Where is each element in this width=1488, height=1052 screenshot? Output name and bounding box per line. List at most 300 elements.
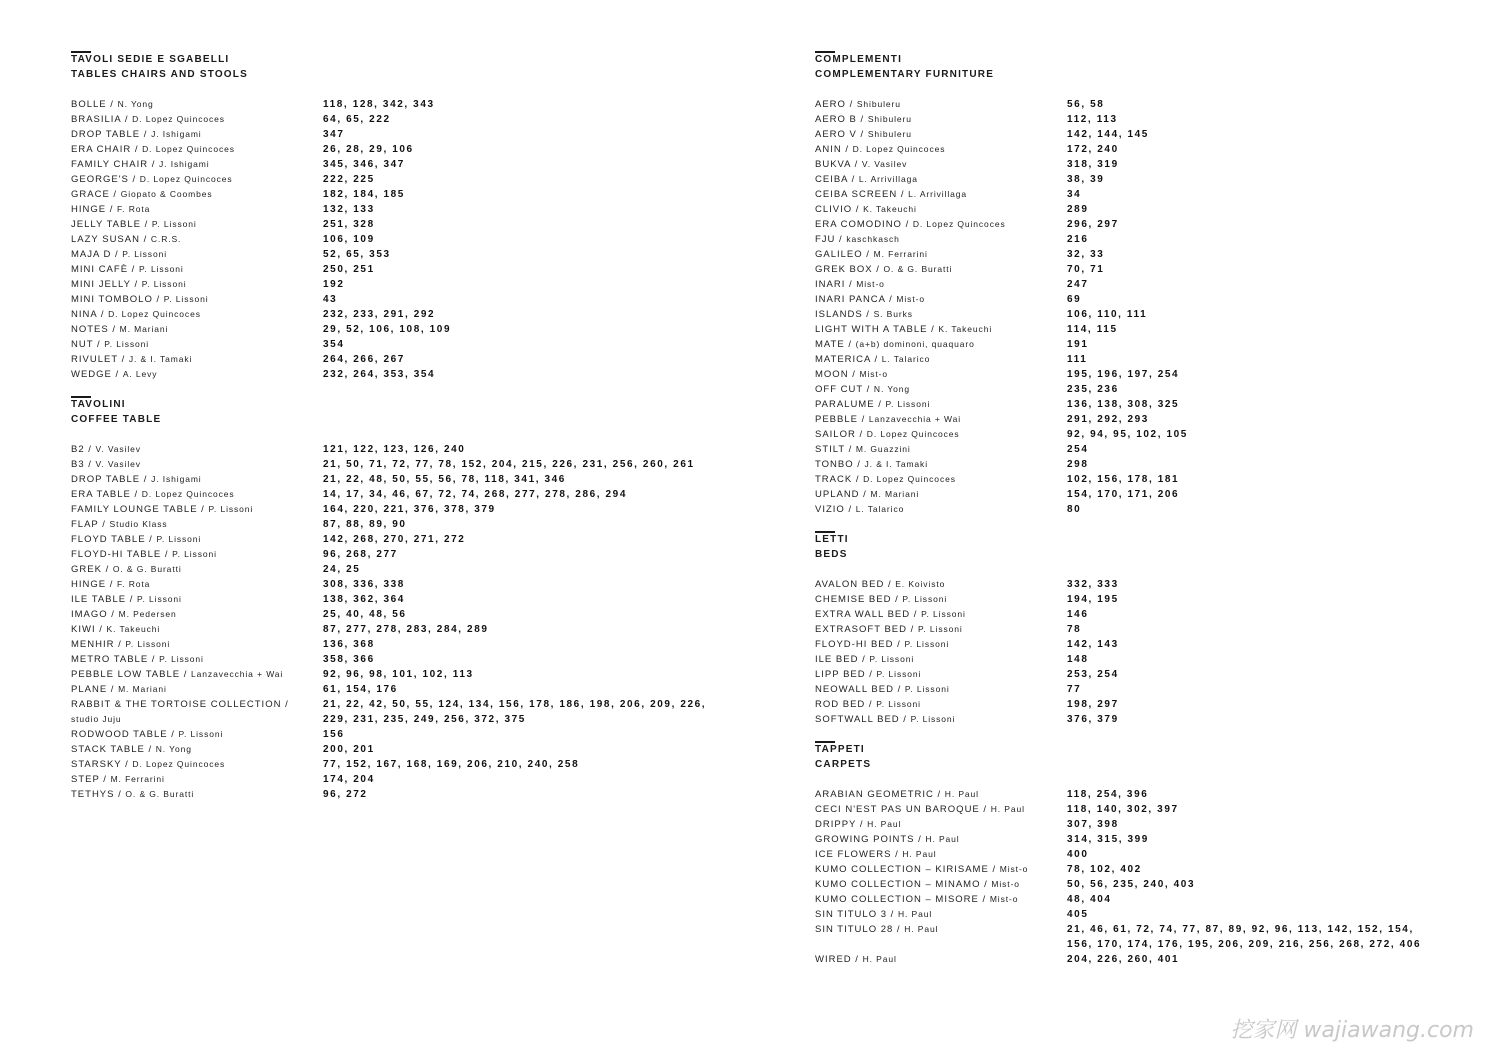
product-title: GEORGE'S [71, 174, 129, 185]
product-name: ERA TABLE / D. Lopez Quincoces [71, 489, 235, 500]
page-numbers: 69 [1067, 294, 1082, 305]
designer-name: V. Vasilev [95, 459, 141, 469]
product-title: WIRED [815, 954, 852, 965]
product-title: AVALON BED [815, 579, 885, 590]
product-name: FAMILY LOUNGE TABLE / P. Lissoni [71, 504, 254, 515]
page-numbers: 142, 268, 270, 271, 272 [323, 534, 466, 545]
page-numbers: 96, 268, 277 [323, 549, 398, 560]
designer-name: P. Lissoni [159, 654, 204, 664]
index-entry [71, 232, 761, 247]
product-name: ERA COMODINO / D. Lopez Quincoces [815, 219, 1006, 230]
page-numbers: 289 [1067, 204, 1089, 215]
index-entry [815, 457, 1455, 472]
designer-name: L. Talarico [855, 504, 905, 514]
product-title: STARSKY [71, 759, 122, 770]
page-numbers: 192 [323, 279, 345, 290]
designer-name: P. Lissoni [172, 549, 217, 559]
page-numbers: 43 [323, 294, 338, 305]
page-numbers: 154, 170, 171, 206 [1067, 489, 1180, 500]
product-name: ANIN / D. Lopez Quincoces [815, 144, 946, 155]
product-name: MATERICA / L. Talarico [815, 354, 931, 365]
index-entry [815, 292, 1455, 307]
index-entry [71, 97, 761, 112]
index-entry [815, 307, 1455, 322]
product-title: AERO B [815, 114, 857, 125]
index-entry [815, 97, 1455, 112]
product-title: OFF CUT [815, 384, 863, 395]
section-title: TAVOLINI [71, 399, 126, 410]
index-entry [71, 247, 761, 262]
page-numbers: 200, 201 [323, 744, 375, 755]
page-numbers: 229, 231, 235, 249, 256, 372, 375 [323, 714, 526, 725]
index-entry [815, 157, 1455, 172]
index-entry [815, 472, 1455, 487]
designer-name: P. Lissoni [138, 264, 184, 274]
product-name: ISLANDS / S. Burks [815, 309, 913, 320]
product-title: CECI N'EST PAS UN BAROQUE [815, 804, 980, 815]
product-title: INARI [815, 279, 846, 290]
index-entry [815, 487, 1455, 502]
index-entry [815, 877, 1455, 892]
product-name: VIZIO / L. Talarico [815, 504, 905, 515]
product-title: DROP TABLE [71, 474, 141, 485]
index-entry [71, 142, 761, 157]
product-name: CEIBA SCREEN / L. Arrivillaga [815, 189, 968, 200]
index-entry [815, 922, 1455, 937]
product-title: NEOWALL BED [815, 684, 894, 695]
page-numbers: 25, 40, 48, 56 [323, 609, 407, 620]
product-name: B2 / V. Vasilev [71, 444, 141, 455]
product-name: SIN TITULO 28 / H. Paul [815, 924, 939, 935]
page-numbers: 34 [1067, 189, 1082, 200]
product-name: MOON / Mist-o [815, 369, 889, 380]
product-name: GREK BOX / O. & G. Buratti [815, 264, 953, 275]
index-entry [815, 202, 1455, 217]
designer-name: N. Yong [873, 384, 911, 394]
index-entry [71, 172, 761, 187]
product-title: MOON [815, 369, 849, 380]
index-entry [71, 547, 761, 562]
index-entry [815, 607, 1455, 622]
product-title: ERA CHAIR [71, 144, 132, 155]
page-numbers: 96, 272 [323, 789, 368, 800]
page-numbers: 61, 154, 176 [323, 684, 398, 695]
page-numbers: 164, 220, 221, 376, 378, 379 [323, 504, 496, 515]
product-name: ILE TABLE / P. Lissoni [71, 594, 182, 605]
product-title: ANIN [815, 144, 842, 155]
product-title: AERO V [815, 129, 857, 140]
product-title: FAMILY CHAIR [71, 159, 149, 170]
index-entry [71, 292, 761, 307]
product-title: KIWI [71, 624, 96, 635]
designer-name: P. Lissoni [104, 339, 150, 349]
product-name: BUKVA / V. Vasilev [815, 159, 908, 170]
page-numbers: 308, 336, 338 [323, 579, 405, 590]
product-title: KUMO COLLECTION – KIRISAME [815, 864, 989, 875]
product-title: HINGE [71, 204, 107, 215]
designer-name: M. Ferrarini [110, 774, 165, 784]
page-numbers: 318, 319 [1067, 159, 1119, 170]
designer-name: H. Paul [990, 804, 1025, 814]
index-entry [815, 592, 1455, 607]
section-subtitle: BEDS [815, 549, 848, 560]
page-numbers: 235, 236 [1067, 384, 1119, 395]
designer-name: F. Rota [117, 204, 151, 214]
page-numbers: 195, 196, 197, 254 [1067, 369, 1180, 380]
page-numbers: 106, 110, 111 [1067, 309, 1148, 320]
product-title: PLANE [71, 684, 108, 695]
product-name: LAZY SUSAN / C.R.S. [71, 234, 182, 245]
product-title: RIVULET [71, 354, 118, 365]
page-numbers: 400 [1067, 849, 1089, 860]
product-name: AERO V / Shibuleru [815, 129, 912, 140]
designer-name: Shibuleru [867, 114, 912, 124]
designer-name: P. Lissoni [163, 294, 209, 304]
designer-name: Shibuleru [867, 129, 912, 139]
product-title: RODWOOD TABLE [71, 729, 168, 740]
page-numbers: 78, 102, 402 [1067, 864, 1142, 875]
designer-name: J. & I. Tamaki [864, 459, 928, 469]
index-entry [71, 592, 761, 607]
page-numbers: 251, 328 [323, 219, 375, 230]
index-entry [71, 187, 761, 202]
designer-name: O. & G. Buratti [125, 789, 195, 799]
product-title: ERA COMODINO [815, 219, 902, 230]
designer-name: N. Yong [155, 744, 192, 754]
product-name: FLAP / Studio Klass [71, 519, 168, 530]
page-numbers: 14, 17, 34, 46, 67, 72, 74, 268, 277, 278, 286, 294 [323, 489, 628, 500]
product-name: SAILOR / D. Lopez Quincoces [815, 429, 960, 440]
designer-name: Giopato & Coombes [120, 189, 213, 199]
product-title: CHEMISE BED [815, 594, 892, 605]
designer-name: P. Lissoni [178, 729, 224, 739]
page-numbers: 232, 264, 353, 354 [323, 369, 436, 380]
index-entry [815, 217, 1455, 232]
designer-name: C.R.S. [150, 234, 182, 244]
product-name: FLOYD-HI TABLE / P. Lissoni [71, 549, 217, 560]
product-name: CHEMISE BED / P. Lissoni [815, 594, 948, 605]
index-entry [815, 367, 1455, 382]
page-numbers: 111 [1067, 354, 1088, 365]
designer-name: M. Ferrarini [873, 249, 928, 259]
page-numbers: 405 [1067, 909, 1089, 920]
index-entry [815, 412, 1455, 427]
designer-name: M. Mariani [870, 489, 920, 499]
product-title: INARI PANCA [815, 294, 886, 305]
product-name: CEIBA / L. Arrivillaga [815, 174, 918, 185]
product-name: GROWING POINTS / H. Paul [815, 834, 960, 845]
designer-name: D. Lopez Quincoces [132, 759, 226, 769]
product-title: NOTES [71, 324, 109, 335]
product-name: ERA CHAIR / D. Lopez Quincoces [71, 144, 235, 155]
product-name: HINGE / F. Rota [71, 204, 151, 215]
index-entry [815, 817, 1455, 832]
product-title: FLOYD-HI TABLE [71, 549, 162, 560]
designer-name: N. Yong [117, 99, 154, 109]
page-numbers: 146 [1067, 609, 1089, 620]
product-name [815, 937, 1067, 952]
product-title: TONBO [815, 459, 854, 470]
product-name: EXTRASOFT BED / P. Lissoni [815, 624, 963, 635]
product-title: BUKVA [815, 159, 851, 170]
designer-name: D. Lopez Quincoces [108, 309, 201, 319]
page-numbers: 52, 65, 353 [323, 249, 391, 260]
product-title: B3 [71, 459, 85, 470]
designer-name: J. & I. Tamaki [128, 354, 193, 364]
designer-name: Mist-o [859, 369, 889, 379]
index-entry [71, 157, 761, 172]
page-numbers: 142, 143 [1067, 639, 1119, 650]
left-column [71, 52, 761, 817]
product-name: ICE FLOWERS / H. Paul [815, 849, 937, 860]
section-complementary-furniture [815, 52, 1455, 517]
page-numbers: 376, 379 [1067, 714, 1119, 725]
index-entry [815, 637, 1455, 652]
page-numbers: 114, 115 [1067, 324, 1118, 335]
product-title: FJU [815, 234, 836, 245]
product-title: EXTRA WALL BED [815, 609, 911, 620]
page-numbers: 50, 56, 235, 240, 403 [1067, 879, 1196, 890]
page-numbers: 92, 94, 95, 102, 105 [1067, 429, 1188, 440]
designer-name: M. Mariani [119, 324, 169, 334]
designer-name: K. Takeuchi [106, 624, 161, 634]
product-name: KUMO COLLECTION – MINAMO / Mist-o [815, 879, 1020, 890]
product-name: JELLY TABLE / P. Lissoni [71, 219, 197, 230]
index-entry [815, 892, 1455, 907]
product-name: KUMO COLLECTION – MISORE / Mist-o [815, 894, 1019, 905]
product-name: OFF CUT / N. Yong [815, 384, 911, 395]
designer-name: J. Ishigami [151, 474, 202, 484]
designer-name: D. Lopez Quincoces [852, 144, 946, 154]
page-numbers: 254 [1067, 444, 1089, 455]
product-name: AERO / Shibuleru [815, 99, 901, 110]
product-name: MENHIR / P. Lissoni [71, 639, 171, 650]
product-title: ILE BED [815, 654, 859, 665]
product-title: FLOYD-HI BED [815, 639, 894, 650]
designer-name: L. Arrivillaga [858, 174, 918, 184]
product-name: TONBO / J. & I. Tamaki [815, 459, 928, 470]
index-entry [815, 337, 1455, 352]
designer-name: S. Burks [873, 309, 913, 319]
product-name: GREK / O. & G. Buratti [71, 564, 182, 575]
index-entry [71, 307, 761, 322]
product-name: STILT / M. Guazzini [815, 444, 911, 455]
product-name: CLIVIO / K. Takeuchi [815, 204, 917, 215]
designer-name: D. Lopez Quincoces [866, 429, 960, 439]
page-numbers: 347 [323, 129, 345, 140]
designer-name: H. Paul [867, 819, 902, 829]
section-title: COMPLEMENTI [815, 54, 903, 65]
designer-name: D. Lopez Quincoces [141, 489, 235, 499]
designer-name: H. Paul [904, 924, 939, 934]
index-entry [71, 712, 761, 727]
product-title: LIPP BED [815, 669, 866, 680]
designer-name: P. Lissoni [869, 654, 915, 664]
designer-name: Shibuleru [856, 99, 901, 109]
section-tables-chairs-and-stools [71, 52, 761, 382]
product-title: VIZIO [815, 504, 845, 515]
product-title: GRACE [71, 189, 110, 200]
product-title: HINGE [71, 579, 107, 590]
index-entry [815, 247, 1455, 262]
page-numbers: 358, 366 [323, 654, 375, 665]
designer-name: D. Lopez Quincoces [912, 219, 1006, 229]
product-name: PARALUME / P. Lissoni [815, 399, 931, 410]
index-entry [815, 382, 1455, 397]
index-entry [71, 532, 761, 547]
product-title: NINA [71, 309, 98, 320]
product-name: DRIPPY / H. Paul [815, 819, 902, 830]
page-numbers: 142, 144, 145 [1067, 129, 1149, 140]
product-title: PEBBLE [815, 414, 858, 425]
index-entry [815, 832, 1455, 847]
product-title: MATE [815, 339, 845, 350]
index-entry [71, 742, 761, 757]
product-title: LAZY SUSAN [71, 234, 140, 245]
page-numbers: 250, 251 [323, 264, 375, 275]
product-title: MENHIR [71, 639, 115, 650]
product-name: MINI TOMBOLO / P. Lissoni [71, 294, 209, 305]
index-entry [71, 772, 761, 787]
page-numbers: 77 [1067, 684, 1082, 695]
index-entry [815, 697, 1455, 712]
product-name [71, 712, 323, 727]
index-entry [815, 862, 1455, 877]
index-entry [71, 277, 761, 292]
page-numbers: 21, 50, 71, 72, 77, 78, 152, 204, 215, 226, 231, 256, 260, 261 [323, 459, 695, 470]
page-numbers: 148 [1067, 654, 1089, 665]
index-entry [71, 682, 761, 697]
index-entry [71, 757, 761, 772]
designer-name: L. Talarico [881, 354, 931, 364]
page-numbers: 118, 140, 302, 397 [1067, 804, 1179, 815]
product-title: MATERICA [815, 354, 871, 365]
designer-name: D. Lopez Quincoces [132, 114, 225, 124]
product-title: ILE TABLE [71, 594, 127, 605]
section-title: LETTI [815, 534, 849, 545]
product-name: TETHYS / O. & G. Buratti [71, 789, 195, 800]
designer-name: Lanzavecchia + Wai [191, 669, 284, 679]
product-name: STARSKY / D. Lopez Quincoces [71, 759, 226, 770]
product-title: TETHYS [71, 789, 115, 800]
page-numbers: 291, 292, 293 [1067, 414, 1149, 425]
designer-name: Mist-o [989, 894, 1019, 904]
designer-name: H. Paul [862, 954, 897, 964]
product-name: GRACE / Giopato & Coombes [71, 189, 213, 200]
index-entry [815, 232, 1455, 247]
page-numbers: 216 [1067, 234, 1089, 245]
product-title: MINI JELLY [71, 279, 131, 290]
designer-name: P. Lissoni [156, 534, 202, 544]
product-title: EXTRASOFT BED [815, 624, 908, 635]
page-numbers: 48, 404 [1067, 894, 1112, 905]
designer-name: A. Levy [122, 369, 158, 379]
index-entry [815, 187, 1455, 202]
designer-name: K. Takeuchi [938, 324, 993, 334]
designer-name: Mist-o [999, 864, 1029, 874]
page-numbers: 296, 297 [1067, 219, 1119, 230]
section-carpets [815, 742, 1455, 967]
page-numbers: 156, 170, 174, 176, 195, 206, 209, 216, 256, 268, 272, 406 [1067, 939, 1422, 950]
product-title: ROD BED [815, 699, 866, 710]
designer-name: P. Lissoni [876, 699, 921, 709]
page-numbers: 121, 122, 123, 126, 240 [323, 444, 466, 455]
page-numbers: 298 [1067, 459, 1089, 470]
index-entry [71, 262, 761, 277]
index-entry [71, 442, 761, 457]
page-numbers: 21, 46, 61, 72, 74, 77, 87, 89, 92, 96, 113, 142, 152, 154, [1067, 924, 1414, 935]
product-name: MAJA D / P. Lissoni [71, 249, 167, 260]
designer-name: J. Ishigami [159, 159, 210, 169]
product-name: TRACK / D. Lopez Quincoces [815, 474, 956, 485]
product-name: HINGE / F. Rota [71, 579, 151, 590]
index-entry [71, 217, 761, 232]
page-numbers: 136, 368 [323, 639, 375, 650]
product-name: FLOYD-HI BED / P. Lissoni [815, 639, 950, 650]
product-title: B2 [71, 444, 85, 455]
product-name: EXTRA WALL BED / P. Lissoni [815, 609, 966, 620]
designer-name: P. Lissoni [917, 624, 963, 634]
index-entry [815, 262, 1455, 277]
section-title: TAVOLI SEDIE E SGABELLI [71, 54, 230, 65]
section-title: TAPPETI [815, 744, 865, 755]
product-name: RABBIT & THE TORTOISE COLLECTION / [71, 699, 289, 710]
designer-name: P. Lissoni [122, 249, 167, 259]
section-beds [815, 532, 1455, 727]
index-entry [815, 112, 1455, 127]
page-numbers: 314, 315, 399 [1067, 834, 1149, 845]
index-entry [71, 652, 761, 667]
product-title: GREK BOX [815, 264, 873, 275]
section-subtitle: COFFEE TABLE [71, 414, 162, 425]
index-entry [815, 802, 1455, 817]
product-name: SIN TITULO 3 / H. Paul [815, 909, 933, 920]
page-numbers: 307, 398 [1067, 819, 1119, 830]
product-title: METRO TABLE [71, 654, 149, 665]
designer-name: H. Paul [925, 834, 960, 844]
designer-name: P. Lissoni [910, 714, 956, 724]
page-numbers: 222, 225 [323, 174, 375, 185]
product-title: CEIBA SCREEN [815, 189, 898, 200]
page-numbers: 182, 184, 185 [323, 189, 405, 200]
product-title: IMAGO [71, 609, 108, 620]
page-numbers: 194, 195 [1067, 594, 1119, 605]
product-title: SAILOR [815, 429, 856, 440]
product-title: SOFTWALL BED [815, 714, 900, 725]
designer-name: (a+b) dominoni, quaquaro [855, 339, 975, 349]
product-title: TRACK [815, 474, 853, 485]
product-title: ISLANDS [815, 309, 863, 320]
product-title: GROWING POINTS [815, 834, 915, 845]
product-name: MATE / (a+b) dominoni, quaquaro [815, 339, 975, 350]
page-numbers: 56, 58 [1067, 99, 1105, 110]
product-name: NEOWALL BED / P. Lissoni [815, 684, 950, 695]
product-title: STILT [815, 444, 845, 455]
designer-name: M. Mariani [118, 684, 167, 694]
page-numbers: 264, 266, 267 [323, 354, 405, 365]
designer-name: D. Lopez Quincoces [863, 474, 956, 484]
index-entry [815, 322, 1455, 337]
designer-name: H. Paul [897, 909, 933, 919]
designer-name: P. Lissoni [885, 399, 931, 409]
index-entry [71, 502, 761, 517]
product-name: SOFTWALL BED / P. Lissoni [815, 714, 956, 725]
product-title: GALILEO [815, 249, 863, 260]
index-entry [815, 667, 1455, 682]
product-title: JELLY TABLE [71, 219, 141, 230]
index-entry [71, 607, 761, 622]
page-numbers: 21, 22, 48, 50, 55, 56, 78, 118, 341, 346 [323, 474, 566, 485]
